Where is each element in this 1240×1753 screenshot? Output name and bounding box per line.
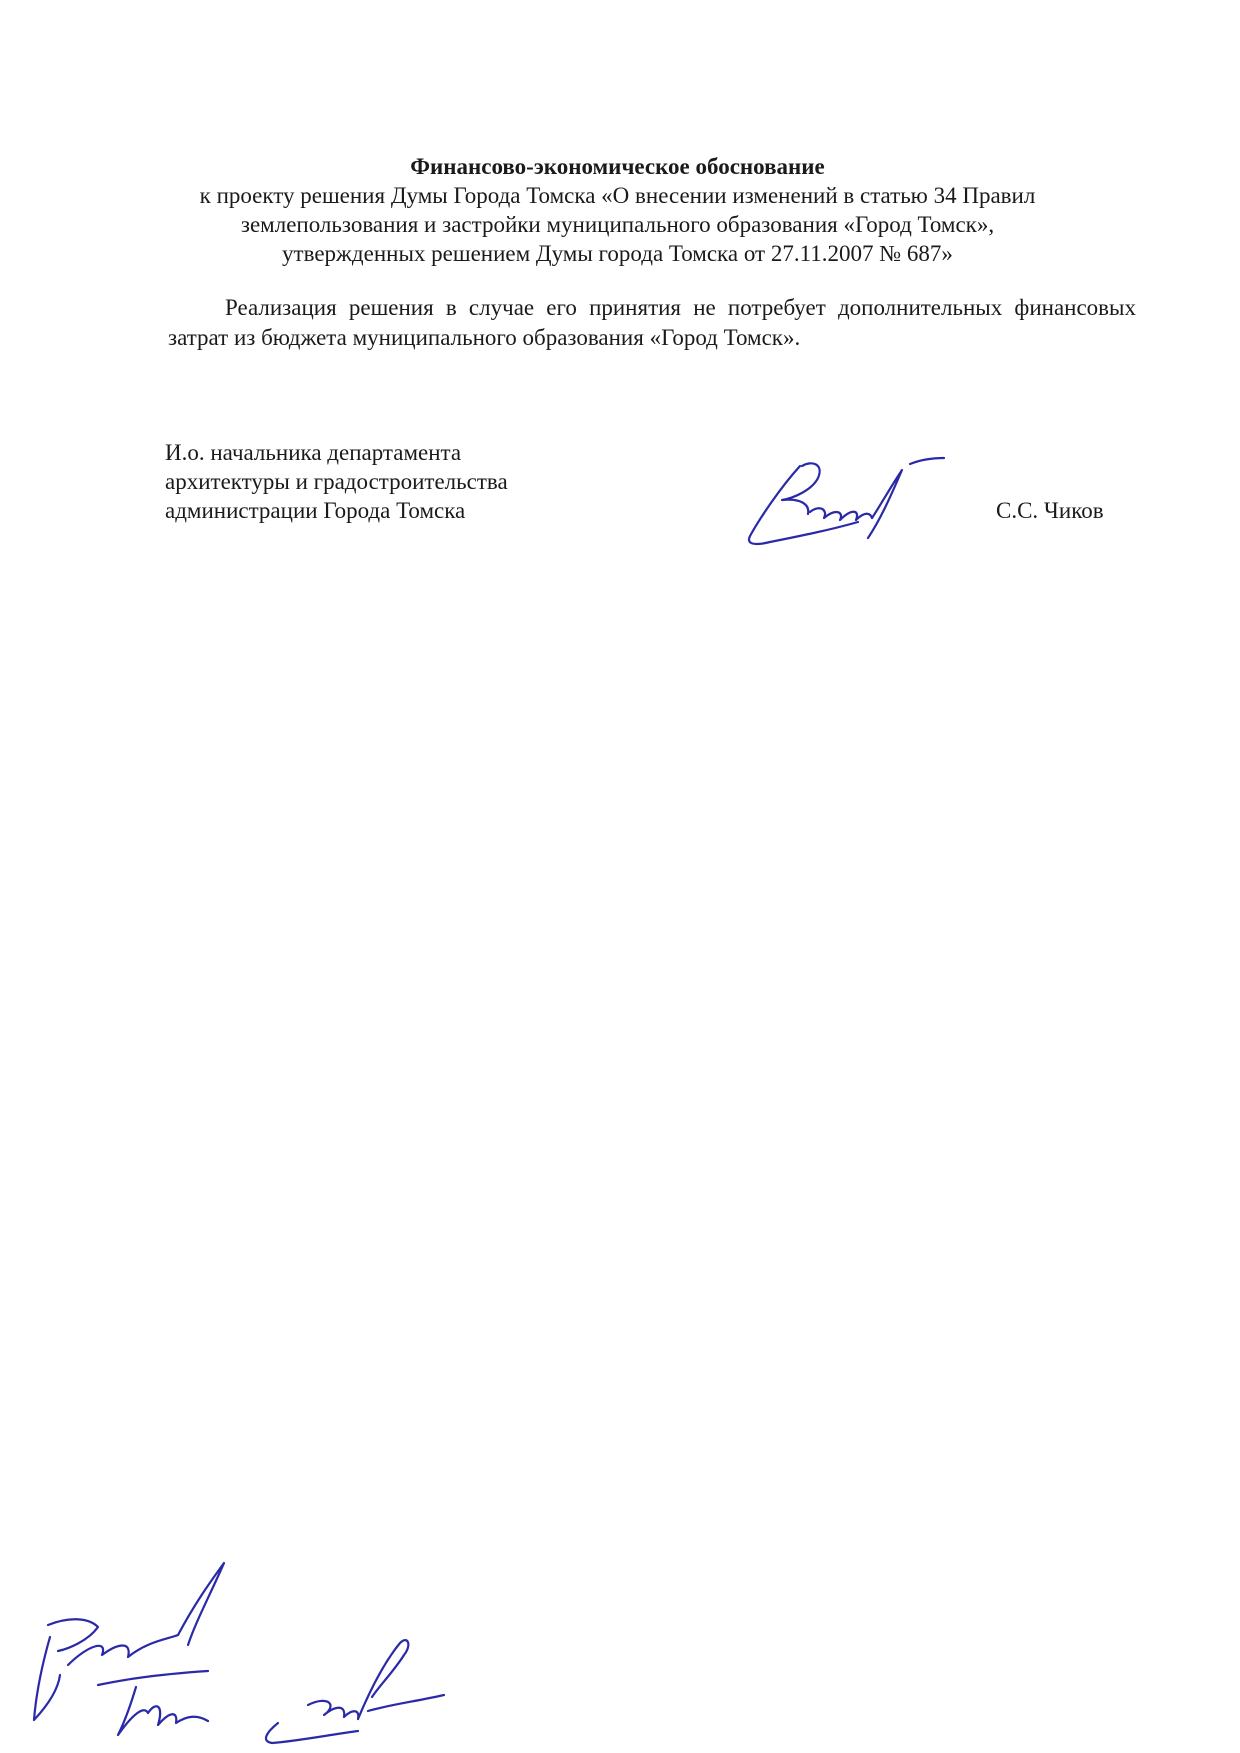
document-subtitle-line-1: к проекту решения Думы Города Томска «О внесении изменений в статью 34 Правил xyxy=(199,183,1036,208)
signatory-position xyxy=(165,438,508,525)
document-header xyxy=(150,152,1085,268)
approval-initials xyxy=(28,1555,448,1753)
position-line-1: И.о. начальника департамента xyxy=(165,440,462,465)
handwritten-signature xyxy=(740,448,955,553)
position-line-3: администрации Города Томска xyxy=(165,498,466,523)
document-subtitle-line-2: землепользования и застройки муниципального образования «Город Томск», xyxy=(240,212,995,237)
position-line-2: архитектуры и градостроительства xyxy=(165,469,508,494)
body-paragraph: Реализация решения в случае его принятия не потребует дополнительных финансовых затрат из бюджета муниципального образования «Город Томск». xyxy=(168,295,1136,350)
document-subtitle-line-3: утвержденных решением Думы города Томска от 27.11.2007 № 687» xyxy=(282,241,953,266)
signer-name: С.С. Чиков xyxy=(996,498,1104,523)
document-title: Финансово-экономическое обоснование xyxy=(410,154,825,179)
